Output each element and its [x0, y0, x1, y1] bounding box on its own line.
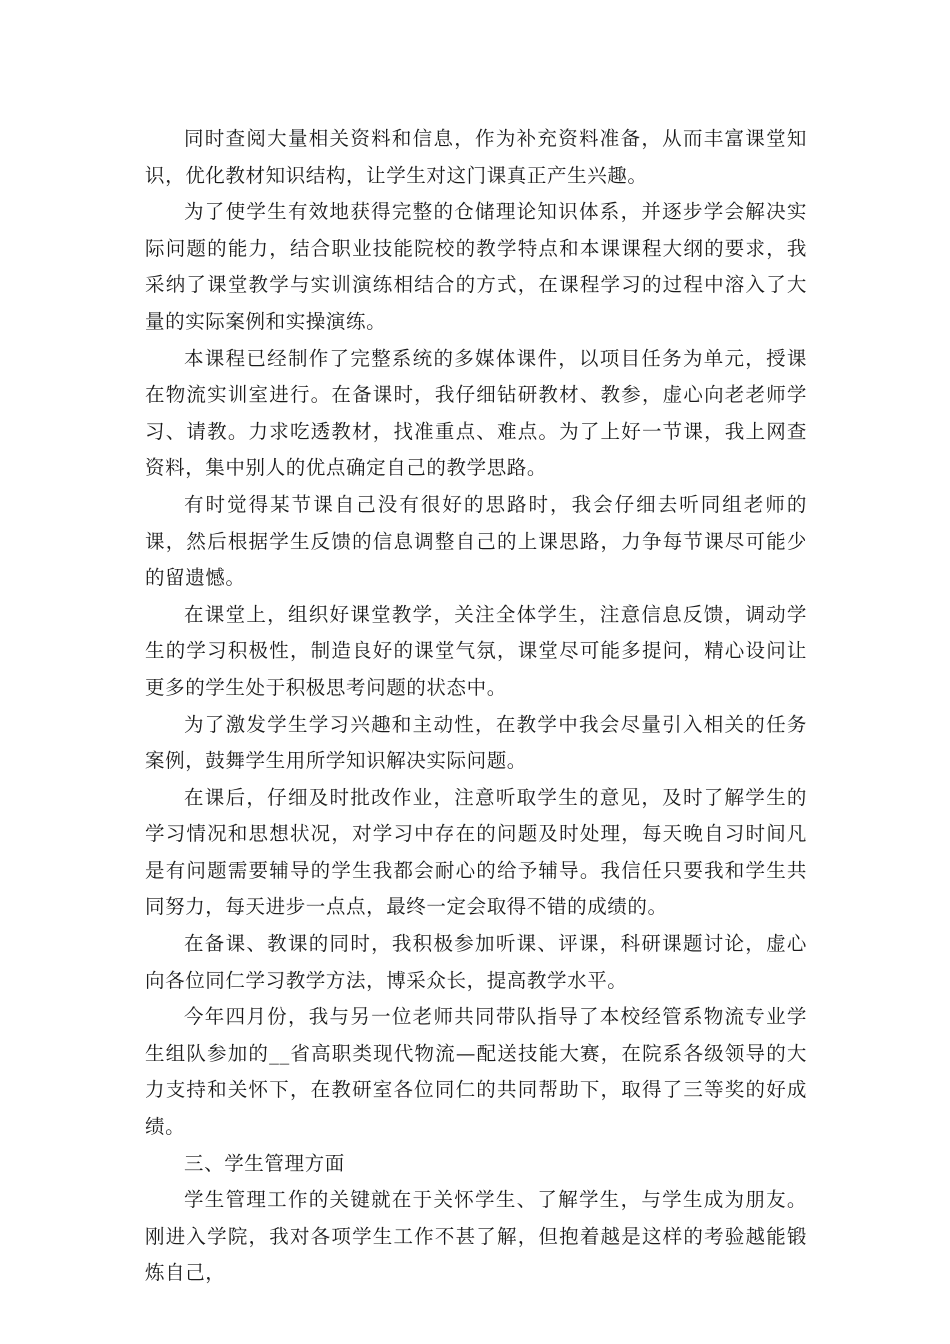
paragraph: 今年四月份，我与另一位老师共同带队指导了本校经管系物流专业学生组队参加的__省高职类现代物流—配送技能大赛，在院系各级领导的大力支持和关怀下，在教研室各位同仁的共同帮助下，取得了三等奖的好成绩。 [145, 1005, 807, 1139]
paragraph: 为了使学生有效地获得完整的仓储理论知识体系，并逐步学会解决实际问题的能力，结合职业技能院校的教学特点和本课课程大纲的要求，我采纳了课堂教学与实训演练相结合的方式，在课程学习的过程中溶入了大量的实际案例和实操演练。 [145, 200, 807, 333]
paragraph: 在课后，仔细及时批改作业，注意听取学生的意见，及时了解学生的学习情况和思想状况，对学习中存在的问题及时处理，每天晚自习时间凡是有问题需要辅导的学生我都会耐心的给予辅导。我信任只要我和学生共同努力，每天进步一点点，最终一定会取得不错的成绩的。 [145, 785, 807, 919]
paragraph: 有时觉得某节课自己没有很好的思路时，我会仔细去听同组老师的课，然后根据学生反馈的信息调整自己的上课思路，力争每节课尽可能少的留遗憾。 [145, 492, 807, 590]
paragraph: 在备课、教课的同时，我积极参加听课、评课，科研课题讨论，虚心向各位同仁学习教学方法，博采众长，提高教学水平。 [145, 932, 807, 992]
paragraph: 学生管理工作的关键就在于关怀学生、了解学生，与学生成为朋友。刚进入学院，我对各项学生工作不甚了解，但抱着越是这样的考验越能锻炼自己， [145, 1188, 807, 1285]
paragraph: 为了激发学生学习兴趣和主动性，在教学中我会尽量引入相关的任务案例，鼓舞学生用所学知识解决实际问题。 [145, 712, 807, 773]
document-body [145, 121, 807, 1292]
paragraph: 同时查阅大量相关资料和信息，作为补充资料准备，从而丰富课堂知识，优化教材知识结构，让学生对这门课真正产生兴趣。 [145, 127, 807, 187]
paragraph: 在课堂上，组织好课堂教学，关注全体学生，注意信息反馈，调动学生的学习积极性，制造良好的课堂气氛，课堂尽可能多提问，精心设问让更多的学生处于积极思考问题的状态中。 [145, 602, 807, 699]
paragraph: 本课程已经制作了完整系统的多媒体课件，以项目任务为单元，授课在物流实训室进行。在备课时，我仔细钻研教材、教参，虚心向老老师学习、请教。力求吃透教材，找准重点、难点。为了上好一节课，我上网查资料，集中别人的优点确定自己的教学思路。 [145, 346, 807, 480]
section-heading: 三、学生管理方面 [184, 1151, 345, 1175]
